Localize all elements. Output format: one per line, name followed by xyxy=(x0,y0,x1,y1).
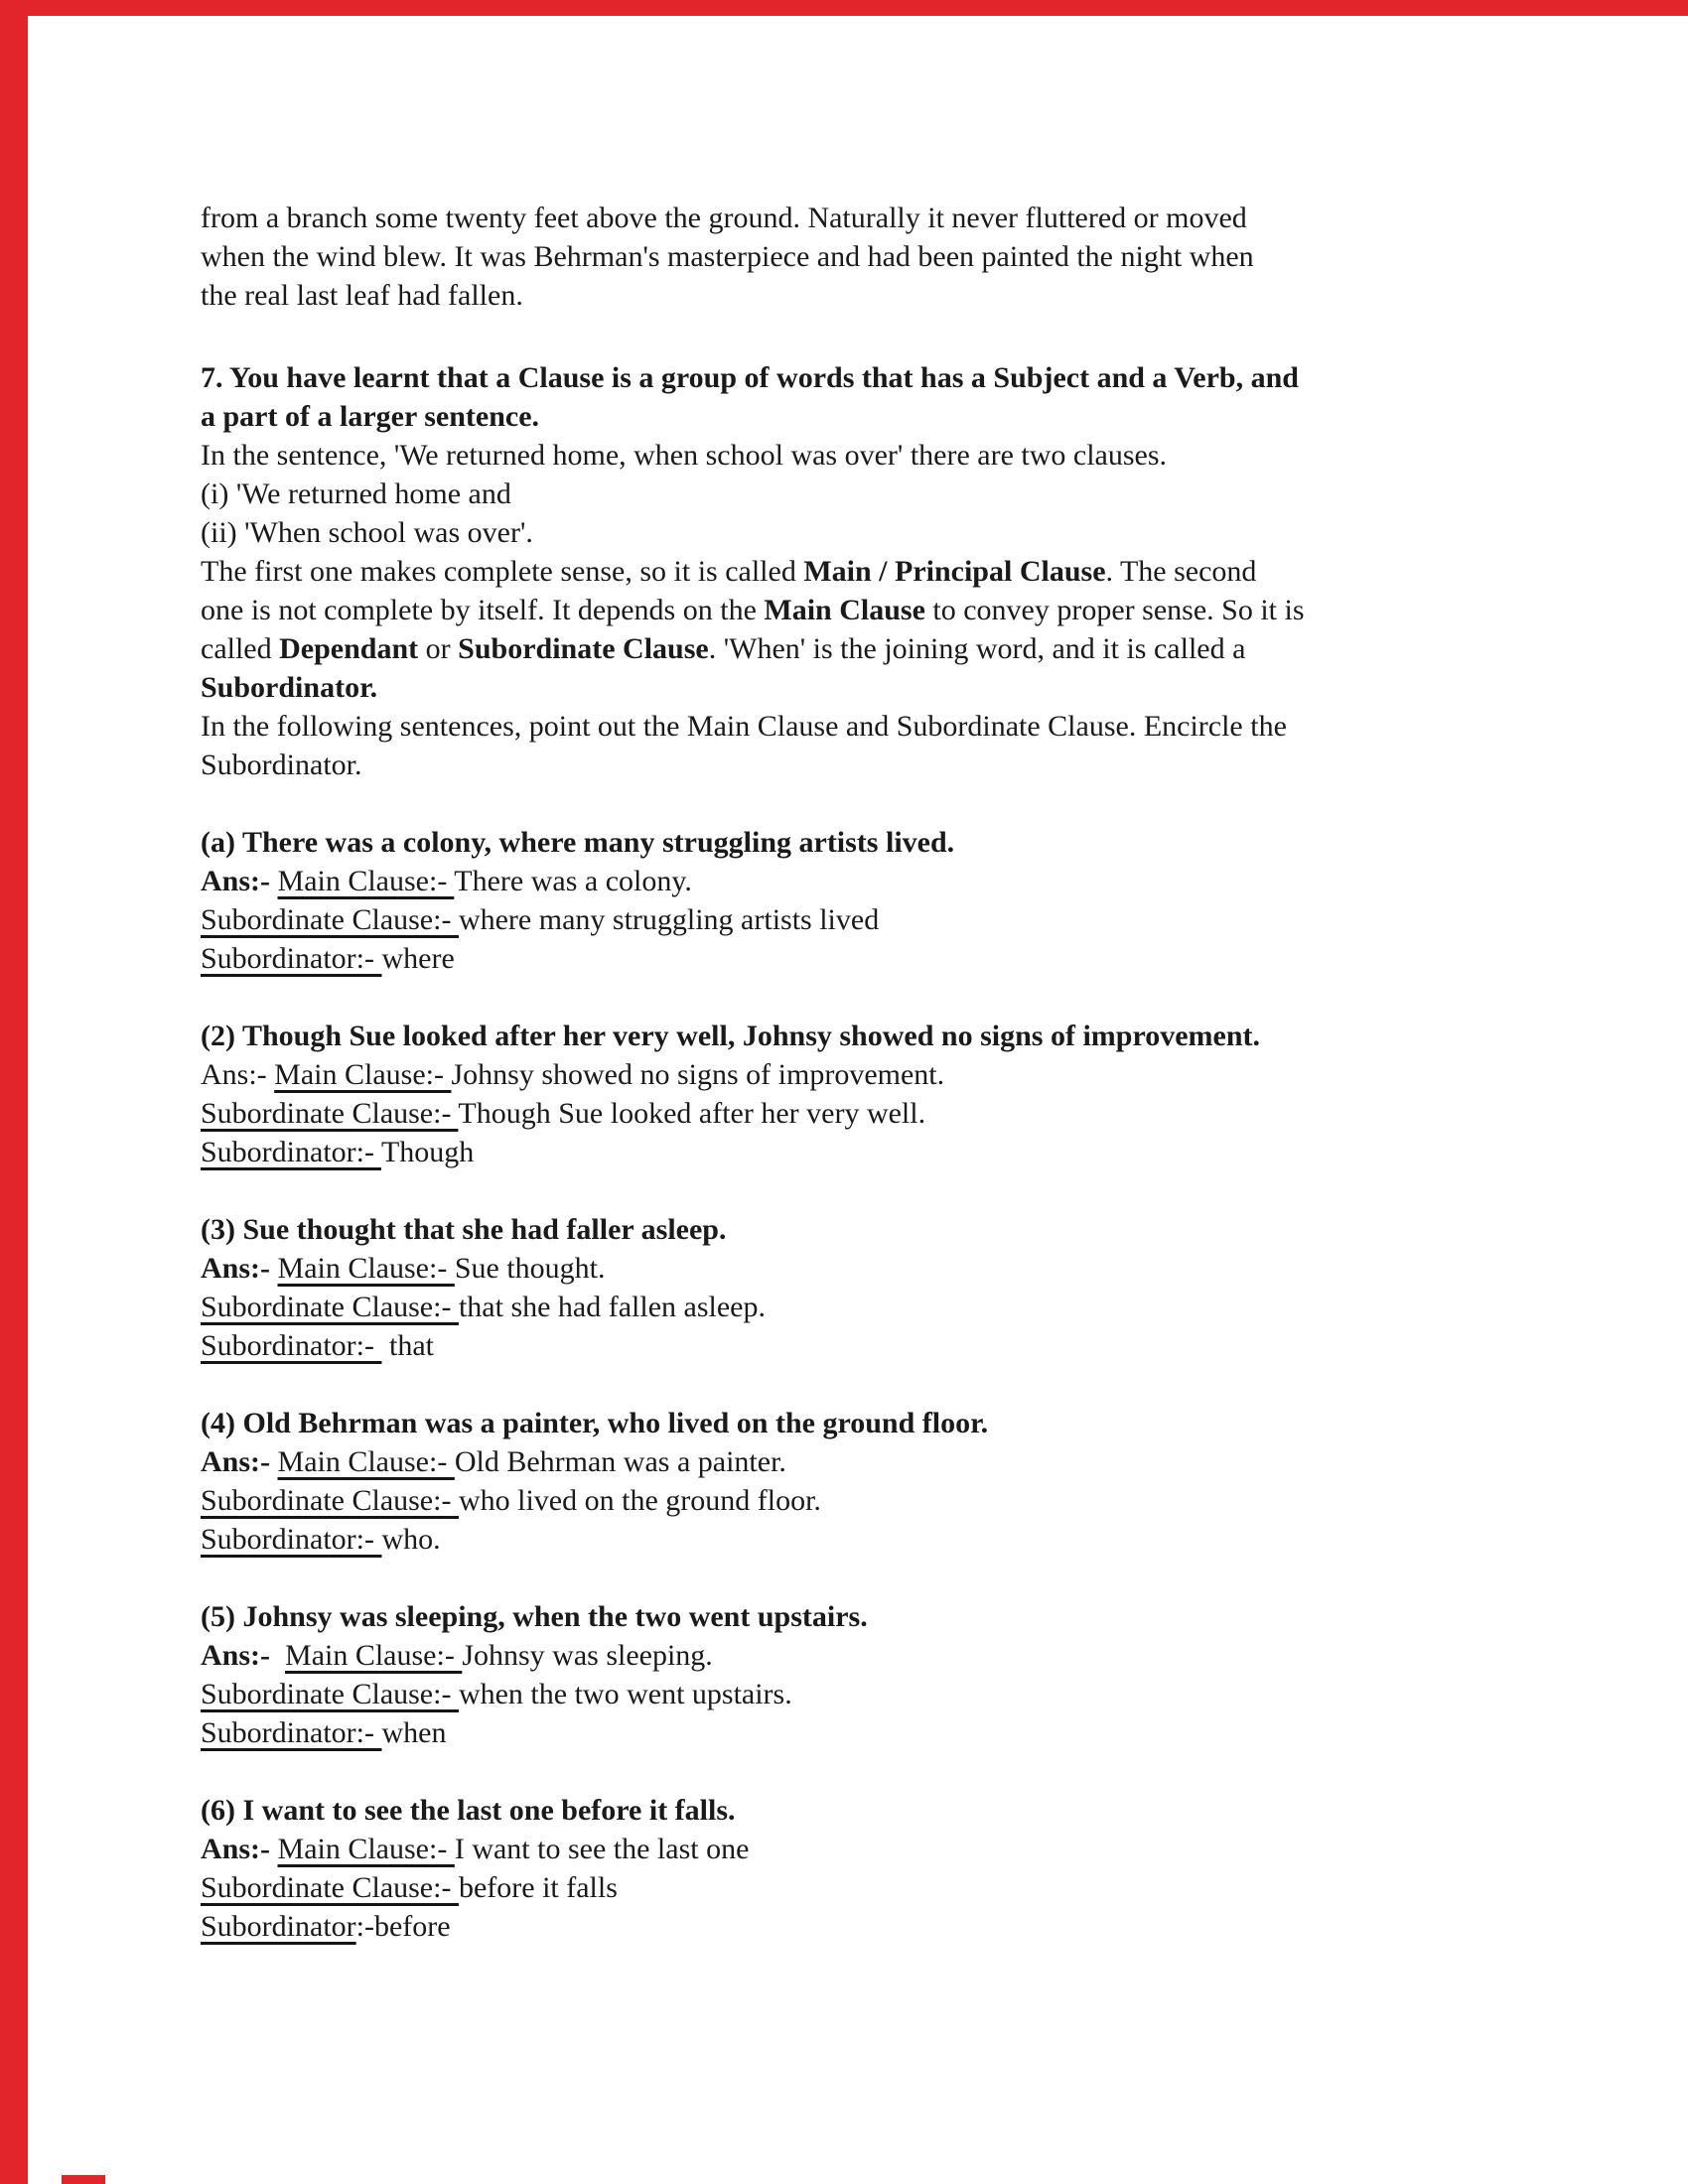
intro-line: (ii) 'When school was over'. xyxy=(201,516,533,549)
subordinator-label: Subordinator:- xyxy=(201,1329,382,1362)
qa-block-5 xyxy=(201,1597,1611,1752)
subordinator-label: Subordinator:- xyxy=(201,1523,382,1556)
intro-line xyxy=(201,629,1611,668)
subordinator-label: Subordinator:- xyxy=(201,1136,381,1168)
answer-label: Ans:- xyxy=(201,1252,278,1285)
main-clause-text: I want to see the last one xyxy=(454,1833,750,1865)
subordinator-line xyxy=(201,1713,1611,1752)
intro-text: . 'When' is the joining word, and it is called a xyxy=(708,632,1246,665)
subordinator-line xyxy=(201,1520,1611,1559)
paragraph-gap xyxy=(201,315,1611,358)
subordinator-label: Subordinator:- xyxy=(201,942,382,975)
answer-line xyxy=(201,1055,1611,1094)
answer-label: Ans:- xyxy=(201,1639,286,1672)
subordinator-line xyxy=(201,939,1611,978)
term-main-principal-clause: Main / Principal Clause xyxy=(803,555,1106,588)
subordinator-text: that xyxy=(381,1329,434,1362)
intro-text: called xyxy=(201,632,280,665)
intro-line: In the following sentences, point out the Main Clause and Subordinate Clause. Encircle the xyxy=(201,710,1287,743)
intro-line xyxy=(201,552,1611,591)
answer-line xyxy=(201,862,1611,900)
subordinator-text: when xyxy=(381,1716,447,1749)
term-subordinate-clause: Subordinate Clause xyxy=(458,632,709,665)
intro-line: In the sentence, 'We returned home, when school was over' there are two clauses. xyxy=(201,439,1168,472)
subordinate-clause-label: Subordinate Clause:- xyxy=(201,903,459,936)
subordinate-clause-label: Subordinate Clause:- xyxy=(201,1871,459,1904)
question-line: (4) Old Behrman was a painter, who lived on the ground floor. xyxy=(201,1407,989,1439)
subordinator-text: Though xyxy=(380,1136,475,1168)
intro-text: . The second xyxy=(1105,555,1257,588)
subordinator-line xyxy=(201,1133,1611,1171)
paragraph-line: the real last leaf had fallen. xyxy=(201,279,523,312)
term-main-clause: Main Clause xyxy=(764,594,925,626)
question-line: (3) Sue thought that she had faller asleep. xyxy=(201,1213,727,1246)
subordinator-text: where xyxy=(381,942,455,975)
term-dependant: Dependant xyxy=(279,632,419,665)
subordinator-label: Subordinator xyxy=(201,1910,356,1943)
subordinator-label: Subordinator:- xyxy=(201,1716,382,1749)
question-line: (a) There was a colony, where many struggling artists lived. xyxy=(201,826,955,859)
main-clause-label: Main Clause:- xyxy=(277,1252,455,1285)
subordinator-line xyxy=(201,1907,1611,1946)
main-clause-label: Main Clause:- xyxy=(277,1445,455,1478)
main-clause-text: Johnsy was sleeping. xyxy=(462,1639,713,1672)
question-line: (2) Though Sue looked after her very well, Johnsy showed no signs of improvement. xyxy=(201,1020,1261,1052)
scan-edge-left xyxy=(0,0,28,2184)
qa-block-3 xyxy=(201,1210,1611,1365)
subordinate-clause-text: before it falls xyxy=(458,1871,618,1904)
answer-label: Ans:- xyxy=(201,865,278,897)
answer-label: Ans:- xyxy=(201,1445,278,1478)
exercise-heading-line: 7. You have learnt that a Clause is a group of words that has a Subject and a Verb, and xyxy=(201,361,1299,394)
intro-line: (i) 'We returned home and xyxy=(201,478,511,510)
paragraph-line: when the wind blew. It was Behrman's masterpiece and had been painted the night when xyxy=(201,240,1254,273)
subordinate-clause-text: where many struggling artists lived xyxy=(458,903,880,936)
document-page xyxy=(201,199,1611,1946)
answer-label: Ans:- xyxy=(201,1058,275,1091)
main-clause-label: Main Clause:- xyxy=(285,1639,463,1672)
subordinate-clause-label: Subordinate Clause:- xyxy=(201,1678,459,1710)
subordinate-clause-label: Subordinate Clause:- xyxy=(201,1291,459,1323)
subordinator-line xyxy=(201,1326,1611,1365)
intro-line: Subordinator. xyxy=(201,749,362,781)
subordinate-clause-line xyxy=(201,1094,1611,1133)
qa-block-6 xyxy=(201,1791,1611,1946)
intro-text: one is not complete by itself. It depends on the xyxy=(201,594,765,626)
main-clause-label: Main Clause:- xyxy=(274,1058,452,1091)
subordinator-text: who. xyxy=(381,1523,441,1556)
subordinator-text: :-before xyxy=(355,1910,451,1943)
question-line: (6) I want to see the last one before it falls. xyxy=(201,1794,736,1827)
answer-line xyxy=(201,1249,1611,1288)
paragraph-line: from a branch some twenty feet above the ground. Naturally it never fluttered or moved xyxy=(201,202,1247,234)
subordinate-clause-line xyxy=(201,1675,1611,1713)
intro-text: or xyxy=(418,632,459,665)
subordinate-clause-line xyxy=(201,900,1611,939)
main-clause-label: Main Clause:- xyxy=(277,1833,455,1865)
intro-text: The first one makes complete sense, so it is called xyxy=(201,555,804,588)
qa-block-2 xyxy=(201,1017,1611,1171)
intro-line xyxy=(201,591,1611,629)
subordinate-clause-text: that she had fallen asleep. xyxy=(458,1291,766,1323)
subordinate-clause-label: Subordinate Clause:- xyxy=(201,1097,459,1130)
question-line: (5) Johnsy was sleeping, when the two went upstairs. xyxy=(201,1600,868,1633)
answer-line xyxy=(201,1830,1611,1868)
subordinate-clause-text: who lived on the ground floor. xyxy=(458,1484,821,1517)
exercise-intro xyxy=(201,436,1611,784)
intro-text: to convey proper sense. So it is xyxy=(924,594,1305,626)
answer-label: Ans:- xyxy=(201,1833,278,1865)
subordinate-clause-text: Though Sue looked after her very well. xyxy=(458,1097,926,1130)
answer-line xyxy=(201,1636,1611,1675)
subordinate-clause-line xyxy=(201,1868,1611,1907)
subordinate-clause-text: when the two went upstairs. xyxy=(458,1678,792,1710)
subordinate-clause-line xyxy=(201,1288,1611,1326)
term-subordinator: Subordinator. xyxy=(201,671,378,704)
answer-line xyxy=(201,1442,1611,1481)
subordinate-clause-label: Subordinate Clause:- xyxy=(201,1484,459,1517)
main-clause-text: Old Behrman was a painter. xyxy=(454,1445,786,1478)
paragraph-last-leaf xyxy=(201,199,1611,315)
qa-block-4 xyxy=(201,1404,1611,1559)
main-clause-label: Main Clause:- xyxy=(277,865,455,897)
subordinate-clause-line xyxy=(201,1481,1611,1520)
qa-block-a xyxy=(201,823,1611,978)
scan-edge-bottom-mark xyxy=(62,2175,105,2184)
main-clause-text: Johnsy showed no signs of improvement. xyxy=(451,1058,945,1091)
main-clause-text: Sue thought. xyxy=(454,1252,606,1285)
scan-edge-top xyxy=(0,0,1688,16)
exercise-heading-line: a part of a larger sentence. xyxy=(201,400,540,433)
exercise-heading xyxy=(201,358,1611,436)
main-clause-text: There was a colony. xyxy=(454,865,692,897)
